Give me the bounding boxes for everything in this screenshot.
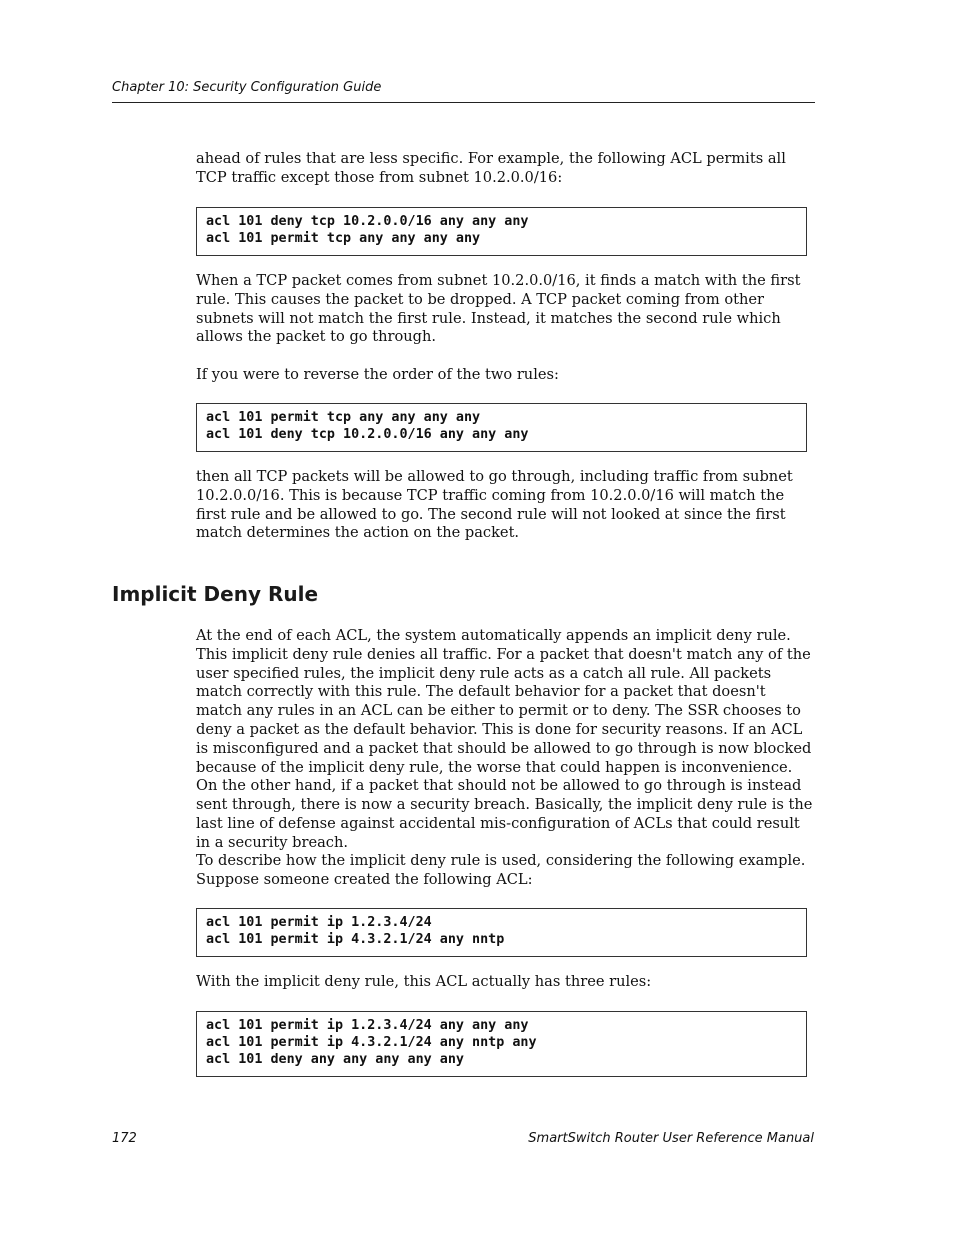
running-title: Chapter 10: Security Configuration Guide [112, 80, 382, 95]
code-line: acl 101 permit ip 1.2.3.4/24 [206, 915, 432, 930]
code-line: acl 101 deny tcp 10.2.0.0/16 any any any [206, 214, 529, 229]
code-line: acl 101 permit ip 1.2.3.4/24 any any any [206, 1018, 529, 1033]
code-line: acl 101 permit ip 4.3.2.1/24 any nntp any [206, 1035, 537, 1051]
code-block-4 [196, 1011, 807, 1077]
code-line: acl 101 deny any any any any any [206, 1052, 464, 1068]
code-line: acl 101 permit tcp any any any any [206, 231, 481, 247]
paragraph-three-rules: With the implicit deny rule, this ACL actually has three rules: [196, 973, 652, 990]
running-header [112, 80, 815, 103]
paragraph-implicit-deny: At the end of each ACL, the system automatically appends an implicit deny rule. This implicit deny rule denies all traffic. For a packet that doesn't match any of the user specified rules, the implicit deny rule acts as a catch all rule. All packets match correctly with this rule. The default behavior for a packet that doesn't match any rules in an ACL can be either to permit or to deny. The SSR chooses to deny a packet as the default behavior. This is done for security reasons. If an ACL is misconfigured and a packet that should be allowed to go through is now blocked because of the implicit deny rule, the worse that could happen is inconvenience. On the other hand, if a packet that should not be allowed to go through is instead sent through, there is now a security breach. Basically, the implicit deny rule is the last line of defense against accidental mis-configuration of ACLs that could result in a security breach. [196, 627, 813, 851]
page-number: 172 [112, 1131, 137, 1146]
code-line: acl 101 permit tcp any any any any [206, 410, 481, 425]
paragraph-reverse: If you were to reverse the order of the two rules: [196, 366, 559, 383]
code-block-3 [196, 908, 807, 957]
paragraph-example: To describe how the implicit deny rule is used, considering the following example. Suppose someone created the following ACL: [196, 852, 806, 888]
paragraph-all-allowed: then all TCP packets will be allowed to go through, including traffic from subnet 10.2.0.0/16. This is because TCP traffic coming from 10.2.0.0/16 will match the first rule and be allowed to go. The second rule will not looked at since the first match determines the action on the packet. [196, 468, 793, 542]
paragraph-intro: ahead of rules that are less specific. For example, the following ACL permits all TCP traffic except those from subnet 10.2.0.0/16: [196, 150, 786, 186]
code-line: acl 101 permit ip 4.3.2.1/24 any nntp [206, 932, 505, 948]
code-block-2 [196, 403, 807, 452]
manual-title: SmartSwitch Router User Reference Manual [528, 1131, 814, 1146]
code-block-1 [196, 207, 807, 256]
paragraph-first-match: When a TCP packet comes from subnet 10.2.0.0/16, it finds a match with the first rule. This causes the packet to be dropped. A TCP packet coming from other subnets will not match the first rule. Instead, it matches the second rule which allows the packet to go through. [196, 272, 801, 346]
section-heading: Implicit Deny Rule [112, 582, 319, 606]
code-line: acl 101 deny tcp 10.2.0.0/16 any any any [206, 427, 529, 443]
